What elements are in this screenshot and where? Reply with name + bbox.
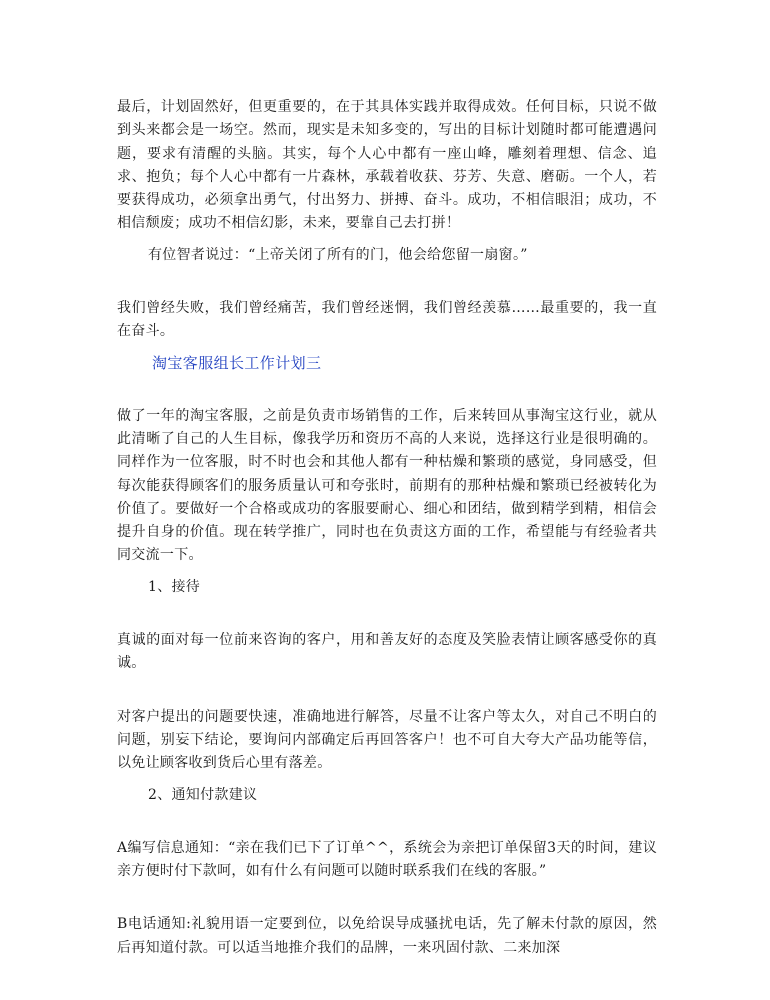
paragraph-phone-notice: B电话通知:礼貌用语一定要到位，以免给误导成骚扰电话，先了解未付款的原因，然后再知道付款。可以适当地推介我们的品牌，一来巩固付款、二来加深 bbox=[117, 916, 657, 956]
paragraph-closing-remarks: 最后，计划固然好，但更重要的，在于其具体实践并取得成效。任何目标，只说不做到头来都会是一场空。然而，现实是未知多变的，写出的目标计划随时都可能遭遇问题，要求有清醒的头脑。其实，每个人心中都有一座山峰，雕刻着理想、信念、追求、抱负；每个人心中都有一片森林，承载着收获、芬芳、失意、磨砺。一个人，若要获得成功，必须拿出勇气，付出努力、拼搏、奋斗。成功，不相信眼泪；成功，不相信颓废；成功不相信幻影，未来，要靠自己去打拼！ bbox=[117, 99, 657, 232]
paragraph-answer-questions: 对客户提出的问题要快速，准确地进行解答，尽量不让客户等太久，对自己不明白的问题，别妄下结论，要询问内部确定后再回答客户！也不可自大夸大产品功能等信，以免让顾客收到货后心里有落差。 bbox=[117, 708, 657, 772]
paragraph-intro: 做了一年的淘宝客服，之前是负责市场销售的工作，后来转回从事淘宝这行业，就从此清晰了自己的人生目标，像我学历和资历不高的人来说，选择这行业是很明确的。同样作为一位客服，时不时也会和其他人都有一种枯燥和繁琐的感觉，身同感受，但每次能获得顾客们的服务质量认可和夸张时，前期有的那种枯燥和繁琐已经被转化为价值了。要做好一个合格或成功的客服要耐心、细心和团结，做到精学到精，相信会提升自身的价值。现在转学推广，同时也在负责这方面的工作，希望能与有经验者共同交流一下。 bbox=[117, 407, 657, 564]
document-page bbox=[117, 96, 657, 960]
paragraph-sincerity: 真诚的面对每一位前来咨询的客户，用和善友好的态度及笑脸表情让顾客感受你的真诚。 bbox=[117, 632, 657, 672]
section-heading: 淘宝客服组长工作计划三 bbox=[152, 353, 322, 372]
paragraph-struggle: 我们曾经失败，我们曾经痛苦，我们曾经迷惘，我们曾经羡慕……最重要的，我一直在奋斗。 bbox=[117, 300, 657, 340]
paragraph-quote: 有位智者说过：“上帝关闭了所有的门，他会给您留一扇窗。” bbox=[148, 246, 528, 263]
paragraph-message-notice: A编写信息通知：“亲在我们已下了订单^^，系统会为亲把订单保留3天的时间，建议亲方便时付下款呵，如有什么有问题可以随时联系我们在线的客服。” bbox=[117, 839, 657, 880]
subheading-reception: 1、接待 bbox=[148, 578, 201, 595]
subheading-payment-notice: 2、通知付款建议 bbox=[148, 786, 258, 803]
